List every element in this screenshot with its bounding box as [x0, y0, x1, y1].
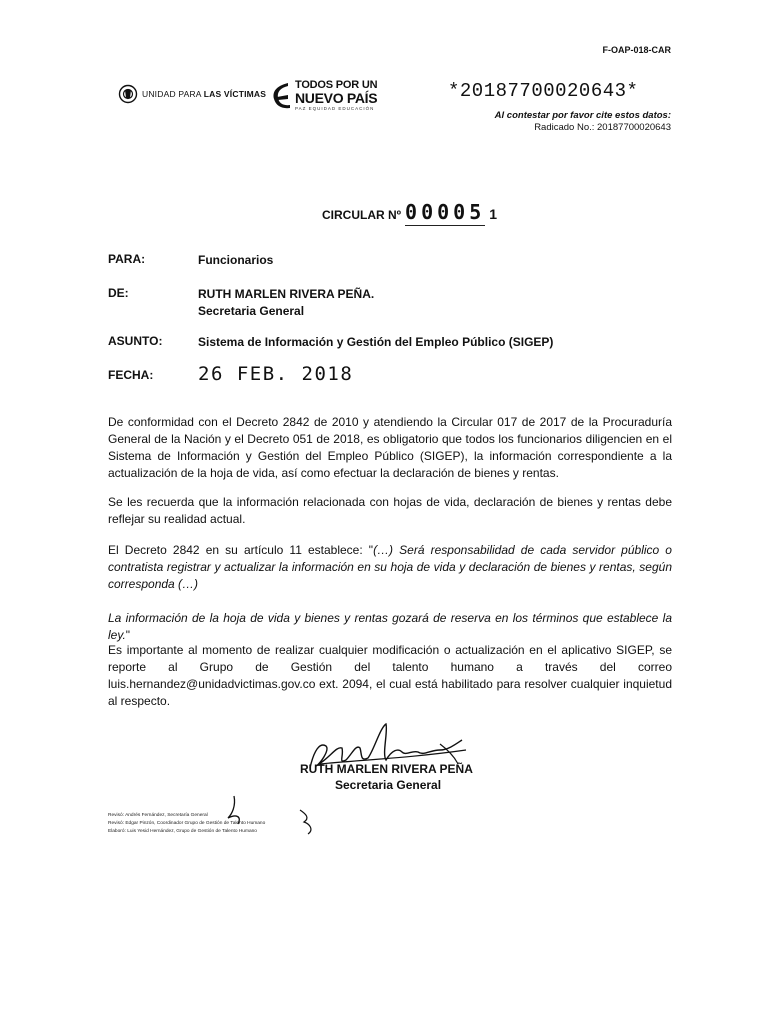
- de-name: RUTH MARLEN RIVERA PEÑA.: [198, 287, 375, 301]
- paragraph-3: [108, 542, 672, 593]
- form-code: F-OAP-018-CAR: [602, 45, 671, 55]
- paragraph-5: Es importante al momento de realizar cualquier modificación o actualización en el aplicativo SIGEP, se reporte al Grupo de Gestión del talento humano a través del correo luis.hernandez@unidadvictimas.gov.co ext. 2094, el cual está habilitado para resolver cualquier inquietud al respecto.: [108, 643, 672, 708]
- cite-instruction: Al contestar por favor cite estos datos:: [494, 110, 671, 121]
- signer-title: Secretaria General: [335, 778, 442, 792]
- paragraph-4-quote: La información de la hoja de vida y bienes y rentas gozará de reserva en los términos que establece la ley.: [108, 611, 672, 642]
- paragraph-2: Se les recuerda que la información relacionada con hojas de vida, declaración de bienes y rentas debe reflejar su realidad actual.: [108, 495, 672, 526]
- para-row: [108, 252, 273, 269]
- fecha-label: FECHA:: [108, 367, 154, 382]
- logo-np-line3: PAZ EQUIDAD EDUCACIÓN: [295, 106, 375, 111]
- de-row: [108, 286, 374, 320]
- circular-handwritten-mark: 1: [489, 206, 498, 222]
- circular-number: 00005: [405, 200, 486, 224]
- radicado-barcode-text: *20187700020643*: [448, 80, 639, 102]
- logo-uv-prefix: UNIDAD PARA: [142, 89, 204, 99]
- logo-np-line1: TODOS POR UN: [295, 79, 378, 91]
- asunto-row: [108, 334, 553, 351]
- logo-uv-strong: LAS VÍCTIMAS: [203, 89, 267, 99]
- de-title: Secretaria General: [198, 304, 305, 318]
- logo-np-line2: NUEVO PAÍS: [295, 90, 378, 106]
- logo-nuevo-pais: [270, 80, 377, 114]
- circular-label: CIRCULAR Nº: [322, 208, 402, 222]
- radicado-number: Radicado No.: 20187700020643: [534, 122, 671, 133]
- credits-block: [108, 812, 265, 836]
- credit-reviso-1: Revisó: Andrés Fernández, Secretaría General: [108, 813, 208, 818]
- paragraph-4-end: ": [125, 628, 131, 642]
- para-label: PARA:: [108, 252, 146, 266]
- signer-name: RUTH MARLEN RIVERA PEÑA: [300, 762, 473, 776]
- credit-reviso-2: Revisó: Edgar Pinzón, Coordinador Grupo de Gestión de Talento Humano: [108, 821, 266, 826]
- asunto-label: ASUNTO:: [108, 334, 163, 348]
- asunto-value: Sistema de Información y Gestión del Empleo Público (SIGEP): [198, 335, 554, 349]
- paragraph-1: De conformidad con el Decreto 2842 de 2010 y atendiendo la Circular 017 de 2017 de la Procuraduría General de la Nación y el Decreto 051 de 2018, es obligatorio que todos los funcionarios diligencien en el Sistema de Información y Gestión del Empleo Público (SIGEP), la información correspondiente a la actualización de la hoja de vida, así como efectuar la declaración de bienes y rentas.: [108, 415, 672, 480]
- para-value: Funcionarios: [198, 253, 274, 267]
- coat-of-arms-icon: [118, 84, 138, 104]
- fecha-value: 26 FEB. 2018: [198, 363, 354, 385]
- nuevo-pais-mark-icon: [270, 80, 292, 114]
- logo-unidad-victimas: [118, 84, 266, 104]
- credit-elaboro: Elaboró: Luis Yesid Hernández, Grupo de Gestión de Talento Humano: [108, 829, 257, 834]
- paragraph-3-quote: (…) Será responsabilidad de cada servidor público o contratista registrar y actualizar la información en su hoja de vida y declaración de bienes y rentas, según corresponda (…): [108, 543, 672, 591]
- paragraph-3-intro: El Decreto 2842 en su artículo 11 establece: ": [108, 543, 374, 557]
- circular-heading: [322, 200, 497, 226]
- fecha-row: [108, 363, 354, 385]
- de-label: DE:: [108, 286, 129, 300]
- paragraph-4: [108, 610, 672, 644]
